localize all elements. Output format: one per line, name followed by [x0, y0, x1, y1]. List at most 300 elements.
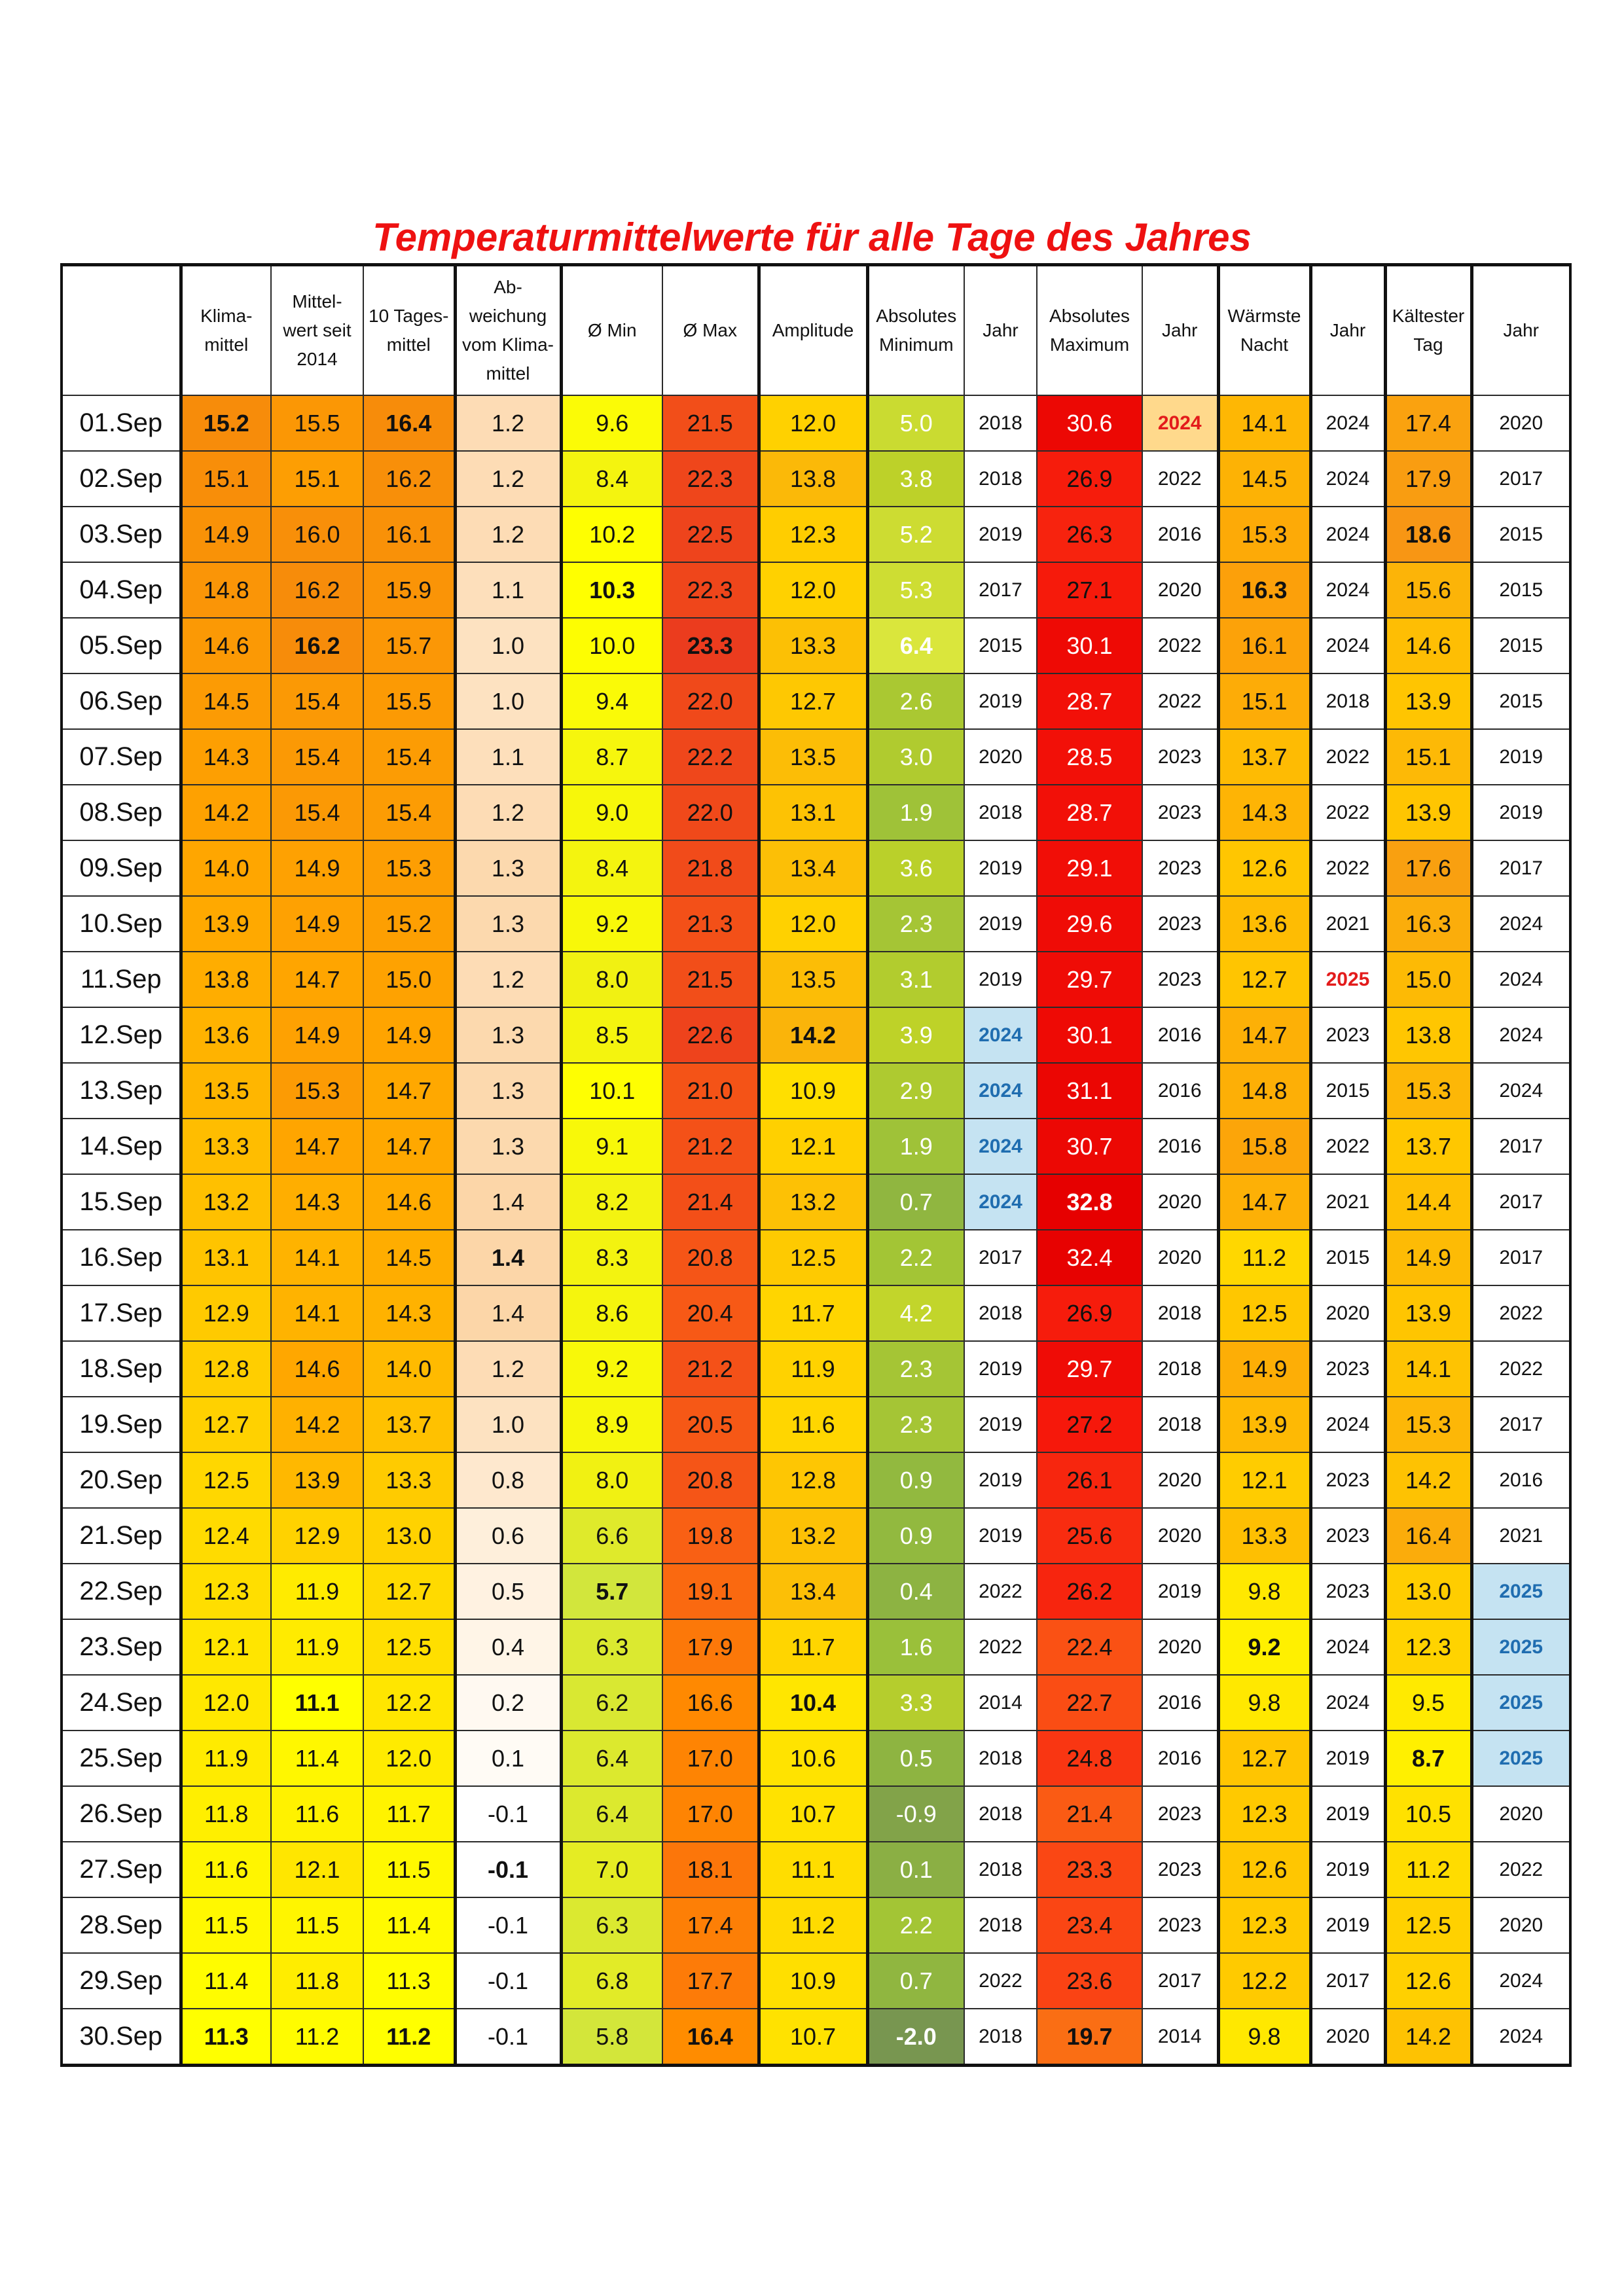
cell-waermste-nacht-jahr: 2019	[1310, 1786, 1385, 1842]
cell-waermste-nacht: 9.8	[1218, 1675, 1310, 1731]
cell-kaeltester-tag-jahr: 2025	[1471, 1619, 1570, 1675]
cell-10-tagesmittel: 14.6	[363, 1174, 455, 1230]
cell-min-avg: 8.7	[561, 729, 662, 785]
cell-abs-minimum: 0.7	[867, 1953, 964, 2009]
cell-abs-maximum: 28.7	[1037, 785, 1142, 840]
cell-abweichung: 0.5	[455, 1564, 561, 1619]
cell-klimamittel: 12.8	[181, 1341, 271, 1397]
cell-waermste-nacht: 11.2	[1218, 1230, 1310, 1285]
cell-10-tagesmittel: 11.2	[363, 2009, 455, 2066]
cell-abweichung: 1.2	[455, 952, 561, 1007]
cell-waermste-nacht: 16.3	[1218, 562, 1310, 618]
cell-abs-minimum-jahr: 2019	[964, 1452, 1037, 1508]
cell-mittelwert-seit-2014: 11.4	[271, 1731, 363, 1786]
cell-day: 26.Sep	[62, 1786, 181, 1842]
cell-mittelwert-seit-2014: 14.7	[271, 952, 363, 1007]
cell-kaeltester-tag: 15.6	[1385, 562, 1471, 618]
header-waermste-nacht-jahr: Jahr	[1310, 265, 1385, 396]
header-kaeltester-tag: Kältester Tag	[1385, 265, 1471, 396]
cell-max-avg: 23.3	[662, 618, 759, 673]
cell-abs-minimum-jahr: 2024	[964, 1174, 1037, 1230]
cell-waermste-nacht-jahr: 2017	[1310, 1953, 1385, 2009]
cell-abweichung: 1.3	[455, 840, 561, 896]
cell-klimamittel: 14.9	[181, 507, 271, 562]
cell-abs-maximum-jahr: 2020	[1142, 562, 1218, 618]
cell-waermste-nacht-jahr: 2018	[1310, 673, 1385, 729]
cell-max-avg: 16.6	[662, 1675, 759, 1731]
cell-abs-maximum: 23.6	[1037, 1953, 1142, 2009]
cell-waermste-nacht: 13.7	[1218, 729, 1310, 785]
cell-abs-minimum-jahr: 2019	[964, 507, 1037, 562]
cell-max-avg: 21.2	[662, 1119, 759, 1174]
cell-klimamittel: 12.7	[181, 1397, 271, 1452]
cell-waermste-nacht: 16.1	[1218, 618, 1310, 673]
cell-10-tagesmittel: 12.0	[363, 1731, 455, 1786]
cell-waermste-nacht-jahr: 2019	[1310, 1897, 1385, 1953]
cell-abs-maximum-jahr: 2018	[1142, 1397, 1218, 1452]
cell-10-tagesmittel: 11.7	[363, 1786, 455, 1842]
cell-10-tagesmittel: 14.5	[363, 1230, 455, 1285]
cell-mittelwert-seit-2014: 16.2	[271, 562, 363, 618]
cell-max-avg: 22.0	[662, 785, 759, 840]
cell-mittelwert-seit-2014: 11.1	[271, 1675, 363, 1731]
cell-waermste-nacht: 14.3	[1218, 785, 1310, 840]
cell-klimamittel: 13.3	[181, 1119, 271, 1174]
table-row	[62, 507, 1570, 562]
cell-abs-minimum-jahr: 2014	[964, 1675, 1037, 1731]
cell-kaeltester-tag-jahr: 2020	[1471, 1786, 1570, 1842]
cell-amplitude: 10.6	[759, 1731, 867, 1786]
cell-abs-maximum: 22.7	[1037, 1675, 1142, 1731]
cell-min-avg: 9.2	[561, 896, 662, 952]
header-max-avg: Ø Max	[662, 265, 759, 396]
cell-abs-minimum-jahr: 2017	[964, 562, 1037, 618]
cell-abs-maximum-jahr: 2018	[1142, 1285, 1218, 1341]
header-waermste-nacht: Wärmste Nacht	[1218, 265, 1310, 396]
cell-day: 14.Sep	[62, 1119, 181, 1174]
cell-waermste-nacht: 12.6	[1218, 1842, 1310, 1897]
cell-abweichung: 0.8	[455, 1452, 561, 1508]
cell-10-tagesmittel: 15.5	[363, 673, 455, 729]
table-row	[62, 1285, 1570, 1341]
cell-kaeltester-tag-jahr: 2024	[1471, 2009, 1570, 2066]
cell-min-avg: 10.2	[561, 507, 662, 562]
cell-abs-maximum-jahr: 2023	[1142, 1842, 1218, 1897]
cell-max-avg: 17.0	[662, 1731, 759, 1786]
cell-mittelwert-seit-2014: 16.2	[271, 618, 363, 673]
cell-kaeltester-tag-jahr: 2017	[1471, 1174, 1570, 1230]
cell-abs-minimum: 2.2	[867, 1897, 964, 1953]
cell-abweichung: 1.3	[455, 1119, 561, 1174]
cell-abs-maximum-jahr: 2022	[1142, 451, 1218, 507]
cell-10-tagesmittel: 13.7	[363, 1397, 455, 1452]
cell-waermste-nacht-jahr: 2024	[1310, 451, 1385, 507]
cell-abs-maximum: 30.6	[1037, 395, 1142, 451]
cell-day: 22.Sep	[62, 1564, 181, 1619]
cell-kaeltester-tag-jahr: 2017	[1471, 451, 1570, 507]
cell-klimamittel: 12.0	[181, 1675, 271, 1731]
cell-amplitude: 11.7	[759, 1619, 867, 1675]
table-row	[62, 395, 1570, 451]
cell-abweichung: 1.1	[455, 562, 561, 618]
cell-10-tagesmittel: 15.3	[363, 840, 455, 896]
cell-abs-maximum-jahr: 2018	[1142, 1341, 1218, 1397]
table-row	[62, 2009, 1570, 2066]
cell-min-avg: 6.4	[561, 1731, 662, 1786]
cell-abs-minimum-jahr: 2017	[964, 1230, 1037, 1285]
cell-amplitude: 11.2	[759, 1897, 867, 1953]
cell-waermste-nacht-jahr: 2015	[1310, 1230, 1385, 1285]
cell-klimamittel: 11.4	[181, 1953, 271, 2009]
cell-min-avg: 8.4	[561, 840, 662, 896]
cell-amplitude: 12.7	[759, 673, 867, 729]
cell-kaeltester-tag: 11.2	[1385, 1842, 1471, 1897]
cell-kaeltester-tag: 15.3	[1385, 1063, 1471, 1119]
cell-abs-maximum-jahr: 2016	[1142, 507, 1218, 562]
cell-day: 11.Sep	[62, 952, 181, 1007]
cell-abweichung: 1.3	[455, 1007, 561, 1063]
cell-klimamittel: 12.9	[181, 1285, 271, 1341]
table-row	[62, 1174, 1570, 1230]
cell-day: 30.Sep	[62, 2009, 181, 2066]
cell-abweichung: 1.2	[455, 507, 561, 562]
cell-max-avg: 17.0	[662, 1786, 759, 1842]
cell-10-tagesmittel: 12.7	[363, 1564, 455, 1619]
cell-klimamittel: 13.5	[181, 1063, 271, 1119]
cell-max-avg: 21.3	[662, 896, 759, 952]
cell-min-avg: 6.6	[561, 1508, 662, 1564]
cell-day: 04.Sep	[62, 562, 181, 618]
cell-abs-maximum-jahr: 2023	[1142, 729, 1218, 785]
cell-waermste-nacht: 15.8	[1218, 1119, 1310, 1174]
cell-klimamittel: 14.6	[181, 618, 271, 673]
cell-10-tagesmittel: 15.9	[363, 562, 455, 618]
cell-kaeltester-tag-jahr: 2025	[1471, 1731, 1570, 1786]
table-row	[62, 1619, 1570, 1675]
cell-kaeltester-tag: 12.3	[1385, 1619, 1471, 1675]
cell-waermste-nacht-jahr: 2020	[1310, 1285, 1385, 1341]
cell-mittelwert-seit-2014: 15.3	[271, 1063, 363, 1119]
cell-kaeltester-tag-jahr: 2022	[1471, 1285, 1570, 1341]
cell-abweichung: 1.3	[455, 896, 561, 952]
cell-min-avg: 6.8	[561, 1953, 662, 2009]
cell-mittelwert-seit-2014: 11.6	[271, 1786, 363, 1842]
cell-waermste-nacht-jahr: 2024	[1310, 562, 1385, 618]
table-row	[62, 1953, 1570, 2009]
cell-mittelwert-seit-2014: 14.7	[271, 1119, 363, 1174]
cell-abs-maximum: 30.7	[1037, 1119, 1142, 1174]
cell-abweichung: 1.2	[455, 395, 561, 451]
cell-kaeltester-tag-jahr: 2017	[1471, 1230, 1570, 1285]
cell-10-tagesmittel: 14.0	[363, 1341, 455, 1397]
cell-klimamittel: 12.4	[181, 1508, 271, 1564]
cell-waermste-nacht: 12.3	[1218, 1786, 1310, 1842]
cell-waermste-nacht: 14.1	[1218, 395, 1310, 451]
cell-kaeltester-tag: 12.6	[1385, 1953, 1471, 2009]
cell-day: 28.Sep	[62, 1897, 181, 1953]
cell-abs-minimum: 1.9	[867, 785, 964, 840]
cell-abs-maximum: 29.1	[1037, 840, 1142, 896]
cell-waermste-nacht: 12.3	[1218, 1897, 1310, 1953]
cell-abs-minimum-jahr: 2019	[964, 1341, 1037, 1397]
cell-waermste-nacht: 14.7	[1218, 1007, 1310, 1063]
cell-waermste-nacht-jahr: 2024	[1310, 507, 1385, 562]
cell-kaeltester-tag-jahr: 2015	[1471, 673, 1570, 729]
cell-abs-maximum: 22.4	[1037, 1619, 1142, 1675]
cell-abs-maximum: 26.2	[1037, 1564, 1142, 1619]
cell-min-avg: 8.5	[561, 1007, 662, 1063]
cell-max-avg: 20.5	[662, 1397, 759, 1452]
header-amplitude: Amplitude	[759, 265, 867, 396]
cell-mittelwert-seit-2014: 16.0	[271, 507, 363, 562]
cell-10-tagesmittel: 14.9	[363, 1007, 455, 1063]
header-kaeltester-tag-jahr: Jahr	[1471, 265, 1570, 396]
cell-abs-minimum-jahr: 2018	[964, 1786, 1037, 1842]
cell-abs-maximum: 21.4	[1037, 1786, 1142, 1842]
cell-kaeltester-tag-jahr: 2024	[1471, 1953, 1570, 2009]
cell-abs-maximum-jahr: 2023	[1142, 1786, 1218, 1842]
cell-kaeltester-tag: 14.4	[1385, 1174, 1471, 1230]
cell-10-tagesmittel: 11.4	[363, 1897, 455, 1953]
cell-mittelwert-seit-2014: 14.6	[271, 1341, 363, 1397]
header-day	[62, 265, 181, 396]
cell-kaeltester-tag-jahr: 2021	[1471, 1508, 1570, 1564]
cell-waermste-nacht-jahr: 2021	[1310, 896, 1385, 952]
cell-waermste-nacht-jahr: 2023	[1310, 1007, 1385, 1063]
cell-mittelwert-seit-2014: 14.9	[271, 896, 363, 952]
cell-min-avg: 6.2	[561, 1675, 662, 1731]
cell-abweichung: 1.4	[455, 1230, 561, 1285]
cell-amplitude: 14.2	[759, 1007, 867, 1063]
cell-abweichung: 0.4	[455, 1619, 561, 1675]
header-mittelwert-seit-2014: Mittel- wert seit 2014	[271, 265, 363, 396]
cell-abs-minimum: 1.9	[867, 1119, 964, 1174]
cell-abs-maximum: 27.1	[1037, 562, 1142, 618]
cell-abs-minimum-jahr: 2019	[964, 840, 1037, 896]
cell-day: 16.Sep	[62, 1230, 181, 1285]
cell-kaeltester-tag: 15.3	[1385, 1397, 1471, 1452]
cell-kaeltester-tag: 13.0	[1385, 1564, 1471, 1619]
header-abs-maximum-jahr: Jahr	[1142, 265, 1218, 396]
cell-abweichung: 1.2	[455, 1341, 561, 1397]
cell-waermste-nacht-jahr: 2024	[1310, 395, 1385, 451]
cell-max-avg: 20.4	[662, 1285, 759, 1341]
cell-abs-maximum-jahr: 2023	[1142, 896, 1218, 952]
cell-kaeltester-tag-jahr: 2025	[1471, 1675, 1570, 1731]
cell-klimamittel: 11.5	[181, 1897, 271, 1953]
cell-abs-minimum-jahr: 2022	[964, 1619, 1037, 1675]
cell-amplitude: 11.6	[759, 1397, 867, 1452]
cell-kaeltester-tag-jahr: 2022	[1471, 1842, 1570, 1897]
cell-abs-minimum: 0.9	[867, 1452, 964, 1508]
cell-waermste-nacht: 12.6	[1218, 840, 1310, 896]
cell-abs-minimum-jahr: 2018	[964, 1842, 1037, 1897]
cell-kaeltester-tag-jahr: 2024	[1471, 952, 1570, 1007]
cell-waermste-nacht: 12.5	[1218, 1285, 1310, 1341]
cell-day: 25.Sep	[62, 1731, 181, 1786]
cell-max-avg: 19.8	[662, 1508, 759, 1564]
cell-amplitude: 13.5	[759, 952, 867, 1007]
cell-day: 18.Sep	[62, 1341, 181, 1397]
cell-klimamittel: 14.2	[181, 785, 271, 840]
cell-abs-minimum-jahr: 2018	[964, 451, 1037, 507]
table-row	[62, 1397, 1570, 1452]
cell-amplitude: 10.7	[759, 2009, 867, 2066]
cell-abs-maximum: 30.1	[1037, 618, 1142, 673]
cell-kaeltester-tag-jahr: 2016	[1471, 1452, 1570, 1508]
cell-waermste-nacht-jahr: 2023	[1310, 1508, 1385, 1564]
cell-abs-minimum: 0.7	[867, 1174, 964, 1230]
cell-amplitude: 12.0	[759, 562, 867, 618]
table-row	[62, 1452, 1570, 1508]
cell-abs-minimum-jahr: 2019	[964, 1508, 1037, 1564]
cell-kaeltester-tag: 8.7	[1385, 1731, 1471, 1786]
cell-klimamittel: 13.9	[181, 896, 271, 952]
cell-abs-maximum: 26.3	[1037, 507, 1142, 562]
cell-min-avg: 9.0	[561, 785, 662, 840]
cell-kaeltester-tag: 18.6	[1385, 507, 1471, 562]
cell-waermste-nacht: 12.2	[1218, 1953, 1310, 2009]
cell-abs-minimum: 0.5	[867, 1731, 964, 1786]
cell-amplitude: 12.5	[759, 1230, 867, 1285]
cell-day: 07.Sep	[62, 729, 181, 785]
cell-abs-maximum: 26.1	[1037, 1452, 1142, 1508]
cell-abs-minimum: -0.9	[867, 1786, 964, 1842]
cell-kaeltester-tag: 9.5	[1385, 1675, 1471, 1731]
cell-abs-maximum: 19.7	[1037, 2009, 1142, 2066]
header-10-tagesmittel: 10 Tages- mittel	[363, 265, 455, 396]
cell-waermste-nacht: 12.7	[1218, 1731, 1310, 1786]
cell-day: 01.Sep	[62, 395, 181, 451]
table-row	[62, 1786, 1570, 1842]
table-row	[62, 1842, 1570, 1897]
cell-abweichung: -0.1	[455, 1786, 561, 1842]
cell-amplitude: 13.5	[759, 729, 867, 785]
cell-kaeltester-tag: 14.1	[1385, 1341, 1471, 1397]
cell-klimamittel: 13.1	[181, 1230, 271, 1285]
cell-waermste-nacht: 15.3	[1218, 507, 1310, 562]
cell-min-avg: 8.0	[561, 1452, 662, 1508]
cell-max-avg: 20.8	[662, 1230, 759, 1285]
cell-max-avg: 22.3	[662, 451, 759, 507]
cell-amplitude: 11.7	[759, 1285, 867, 1341]
cell-max-avg: 21.5	[662, 395, 759, 451]
temperature-table	[60, 263, 1569, 2067]
cell-abs-minimum-jahr: 2022	[964, 1953, 1037, 2009]
cell-day: 05.Sep	[62, 618, 181, 673]
cell-max-avg: 22.6	[662, 1007, 759, 1063]
cell-10-tagesmittel: 15.0	[363, 952, 455, 1007]
cell-day: 10.Sep	[62, 896, 181, 952]
cell-max-avg: 21.4	[662, 1174, 759, 1230]
cell-mittelwert-seit-2014: 11.5	[271, 1897, 363, 1953]
cell-abs-maximum: 29.6	[1037, 896, 1142, 952]
cell-min-avg: 10.1	[561, 1063, 662, 1119]
cell-abs-minimum-jahr: 2024	[964, 1119, 1037, 1174]
cell-kaeltester-tag-jahr: 2017	[1471, 1397, 1570, 1452]
cell-klimamittel: 11.3	[181, 2009, 271, 2066]
cell-abs-maximum: 26.9	[1037, 1285, 1142, 1341]
cell-max-avg: 18.1	[662, 1842, 759, 1897]
cell-abs-maximum-jahr: 2020	[1142, 1619, 1218, 1675]
cell-abs-minimum: 0.9	[867, 1508, 964, 1564]
cell-amplitude: 12.0	[759, 395, 867, 451]
table-row	[62, 1119, 1570, 1174]
cell-mittelwert-seit-2014: 12.9	[271, 1508, 363, 1564]
cell-waermste-nacht-jahr: 2023	[1310, 1452, 1385, 1508]
cell-waermste-nacht-jahr: 2019	[1310, 1842, 1385, 1897]
cell-day: 12.Sep	[62, 1007, 181, 1063]
cell-abs-minimum: 5.3	[867, 562, 964, 618]
cell-kaeltester-tag: 13.7	[1385, 1119, 1471, 1174]
cell-min-avg: 8.6	[561, 1285, 662, 1341]
cell-min-avg: 7.0	[561, 1842, 662, 1897]
cell-abs-minimum: 3.9	[867, 1007, 964, 1063]
cell-abweichung: -0.1	[455, 2009, 561, 2066]
cell-max-avg: 21.5	[662, 952, 759, 1007]
cell-klimamittel: 15.2	[181, 395, 271, 451]
cell-abs-minimum: -2.0	[867, 2009, 964, 2066]
cell-mittelwert-seit-2014: 15.4	[271, 673, 363, 729]
cell-abweichung: 1.0	[455, 1397, 561, 1452]
cell-abs-maximum: 26.9	[1037, 451, 1142, 507]
cell-abs-maximum: 28.5	[1037, 729, 1142, 785]
cell-amplitude: 10.7	[759, 1786, 867, 1842]
cell-day: 27.Sep	[62, 1842, 181, 1897]
cell-day: 03.Sep	[62, 507, 181, 562]
cell-day: 20.Sep	[62, 1452, 181, 1508]
cell-kaeltester-tag: 17.4	[1385, 395, 1471, 451]
cell-day: 24.Sep	[62, 1675, 181, 1731]
cell-amplitude: 10.4	[759, 1675, 867, 1731]
cell-kaeltester-tag-jahr: 2017	[1471, 840, 1570, 896]
cell-abs-maximum: 23.3	[1037, 1842, 1142, 1897]
cell-amplitude: 12.0	[759, 896, 867, 952]
cell-klimamittel: 14.3	[181, 729, 271, 785]
cell-abweichung: 1.4	[455, 1174, 561, 1230]
cell-kaeltester-tag-jahr: 2015	[1471, 507, 1570, 562]
cell-abs-minimum: 5.2	[867, 507, 964, 562]
cell-max-avg: 16.4	[662, 2009, 759, 2066]
cell-abs-maximum-jahr: 2020	[1142, 1508, 1218, 1564]
cell-kaeltester-tag-jahr: 2024	[1471, 896, 1570, 952]
table-row	[62, 1508, 1570, 1564]
cell-waermste-nacht-jahr: 2024	[1310, 1397, 1385, 1452]
cell-abs-minimum: 2.6	[867, 673, 964, 729]
header-abs-minimum-jahr: Jahr	[964, 265, 1037, 396]
cell-waermste-nacht-jahr: 2022	[1310, 785, 1385, 840]
cell-abweichung: 0.1	[455, 1731, 561, 1786]
cell-abs-maximum-jahr: 2016	[1142, 1731, 1218, 1786]
table-row	[62, 952, 1570, 1007]
cell-abweichung: 0.2	[455, 1675, 561, 1731]
cell-day: 13.Sep	[62, 1063, 181, 1119]
header-klimamittel: Klima- mittel	[181, 265, 271, 396]
table-row	[62, 1564, 1570, 1619]
table-row	[62, 1063, 1570, 1119]
cell-amplitude: 12.8	[759, 1452, 867, 1508]
table-row	[62, 785, 1570, 840]
cell-abs-maximum: 27.2	[1037, 1397, 1142, 1452]
cell-max-avg: 17.4	[662, 1897, 759, 1953]
cell-min-avg: 8.4	[561, 451, 662, 507]
cell-10-tagesmittel: 16.1	[363, 507, 455, 562]
cell-day: 02.Sep	[62, 451, 181, 507]
cell-kaeltester-tag: 16.4	[1385, 1508, 1471, 1564]
cell-klimamittel: 15.1	[181, 451, 271, 507]
cell-abs-minimum: 5.0	[867, 395, 964, 451]
cell-abs-minimum: 3.1	[867, 952, 964, 1007]
